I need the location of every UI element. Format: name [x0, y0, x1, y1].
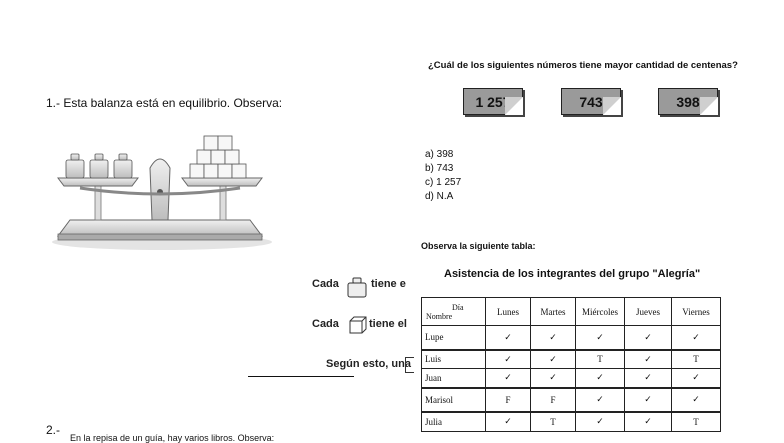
table-instruction: Observa la siguiente tabla: [421, 241, 536, 251]
option-d: d) N.A [425, 191, 454, 202]
option-b: b) 743 [425, 163, 454, 174]
cada-weight-text: Cada [312, 278, 339, 290]
option-c: c) 1 257 [425, 177, 462, 188]
row-name: Marisol [422, 388, 486, 412]
day-header: Miércoles [576, 298, 625, 326]
table-title: Asistencia de los integrantes del grupo "Alegría" [444, 268, 701, 280]
mark-cell: ✓ [576, 369, 625, 388]
mark-cell: ✓ [576, 388, 625, 412]
mark-cell: ✓ [576, 412, 625, 432]
mark-cell: ✓ [486, 350, 531, 369]
mark-cell: ✓ [531, 326, 576, 350]
mark-cell: ✓ [531, 369, 576, 388]
mark-cell: ✓ [486, 369, 531, 388]
mark-cell: ✓ [625, 350, 672, 369]
corner-day-label: Día [452, 302, 464, 312]
mark-cell: T [672, 412, 721, 432]
centenas-question: ¿Cuál de los siguientes números tiene mayor cantidad de centenas? [428, 60, 738, 71]
mark-cell: ✓ [625, 326, 672, 350]
question-1-label: 1.- Esta balanza está en equilibrio. Observa: [46, 96, 283, 110]
table-row [422, 388, 721, 412]
mark-cell: F [531, 388, 576, 412]
question-2-text: En la repisa de un guía, hay varios libros. Observa: [70, 433, 275, 443]
mark-cell: ✓ [486, 412, 531, 432]
table-header-row [422, 298, 721, 326]
mark-cell: ✓ [531, 350, 576, 369]
option-a: a) 398 [425, 149, 454, 160]
mark-cell: ✓ [625, 369, 672, 388]
cada-cube-text: Cada [312, 318, 339, 330]
mark-cell: ✓ [672, 369, 721, 388]
answer-line [248, 376, 354, 377]
tiene-text-2: tiene el [369, 318, 407, 330]
corner-cell [422, 298, 486, 326]
mark-cell: T [672, 350, 721, 369]
number-card-3: 398 [658, 88, 718, 115]
row-name: Julia [422, 412, 486, 432]
table-row [422, 369, 721, 388]
day-header: Lunes [486, 298, 531, 326]
day-header: Viernes [672, 298, 721, 326]
mark-cell: ✓ [486, 326, 531, 350]
cube-icon [348, 315, 368, 335]
table-row [422, 326, 721, 350]
mark-cell: ✓ [672, 388, 721, 412]
day-header: Martes [531, 298, 576, 326]
attendance-table [421, 297, 721, 432]
mark-cell: T [531, 412, 576, 432]
weight-icon [346, 276, 368, 298]
tiene-text-1: tiene e [371, 278, 406, 290]
mark-cell: ✓ [625, 412, 672, 432]
segun-text: Según esto, una [326, 358, 411, 370]
corner-name-label: Nombre [426, 311, 453, 321]
answer-options [425, 148, 461, 204]
table-row [422, 350, 721, 369]
partial-box-icon [405, 357, 414, 373]
number-card-2: 743 [561, 88, 621, 115]
question-2-number: 2.- [46, 423, 61, 437]
table-row [422, 412, 721, 432]
number-card-1: 1 257 [463, 88, 523, 115]
mark-cell: ✓ [625, 388, 672, 412]
row-name: Lupe [422, 326, 486, 350]
mark-cell: F [486, 388, 531, 412]
day-header: Jueves [625, 298, 672, 326]
mark-cell: ✓ [576, 326, 625, 350]
mark-cell: ✓ [672, 326, 721, 350]
row-name: Luis [422, 350, 486, 369]
row-name: Juan [422, 369, 486, 388]
mark-cell: T [576, 350, 625, 369]
balance-scale-illustration [40, 128, 280, 253]
